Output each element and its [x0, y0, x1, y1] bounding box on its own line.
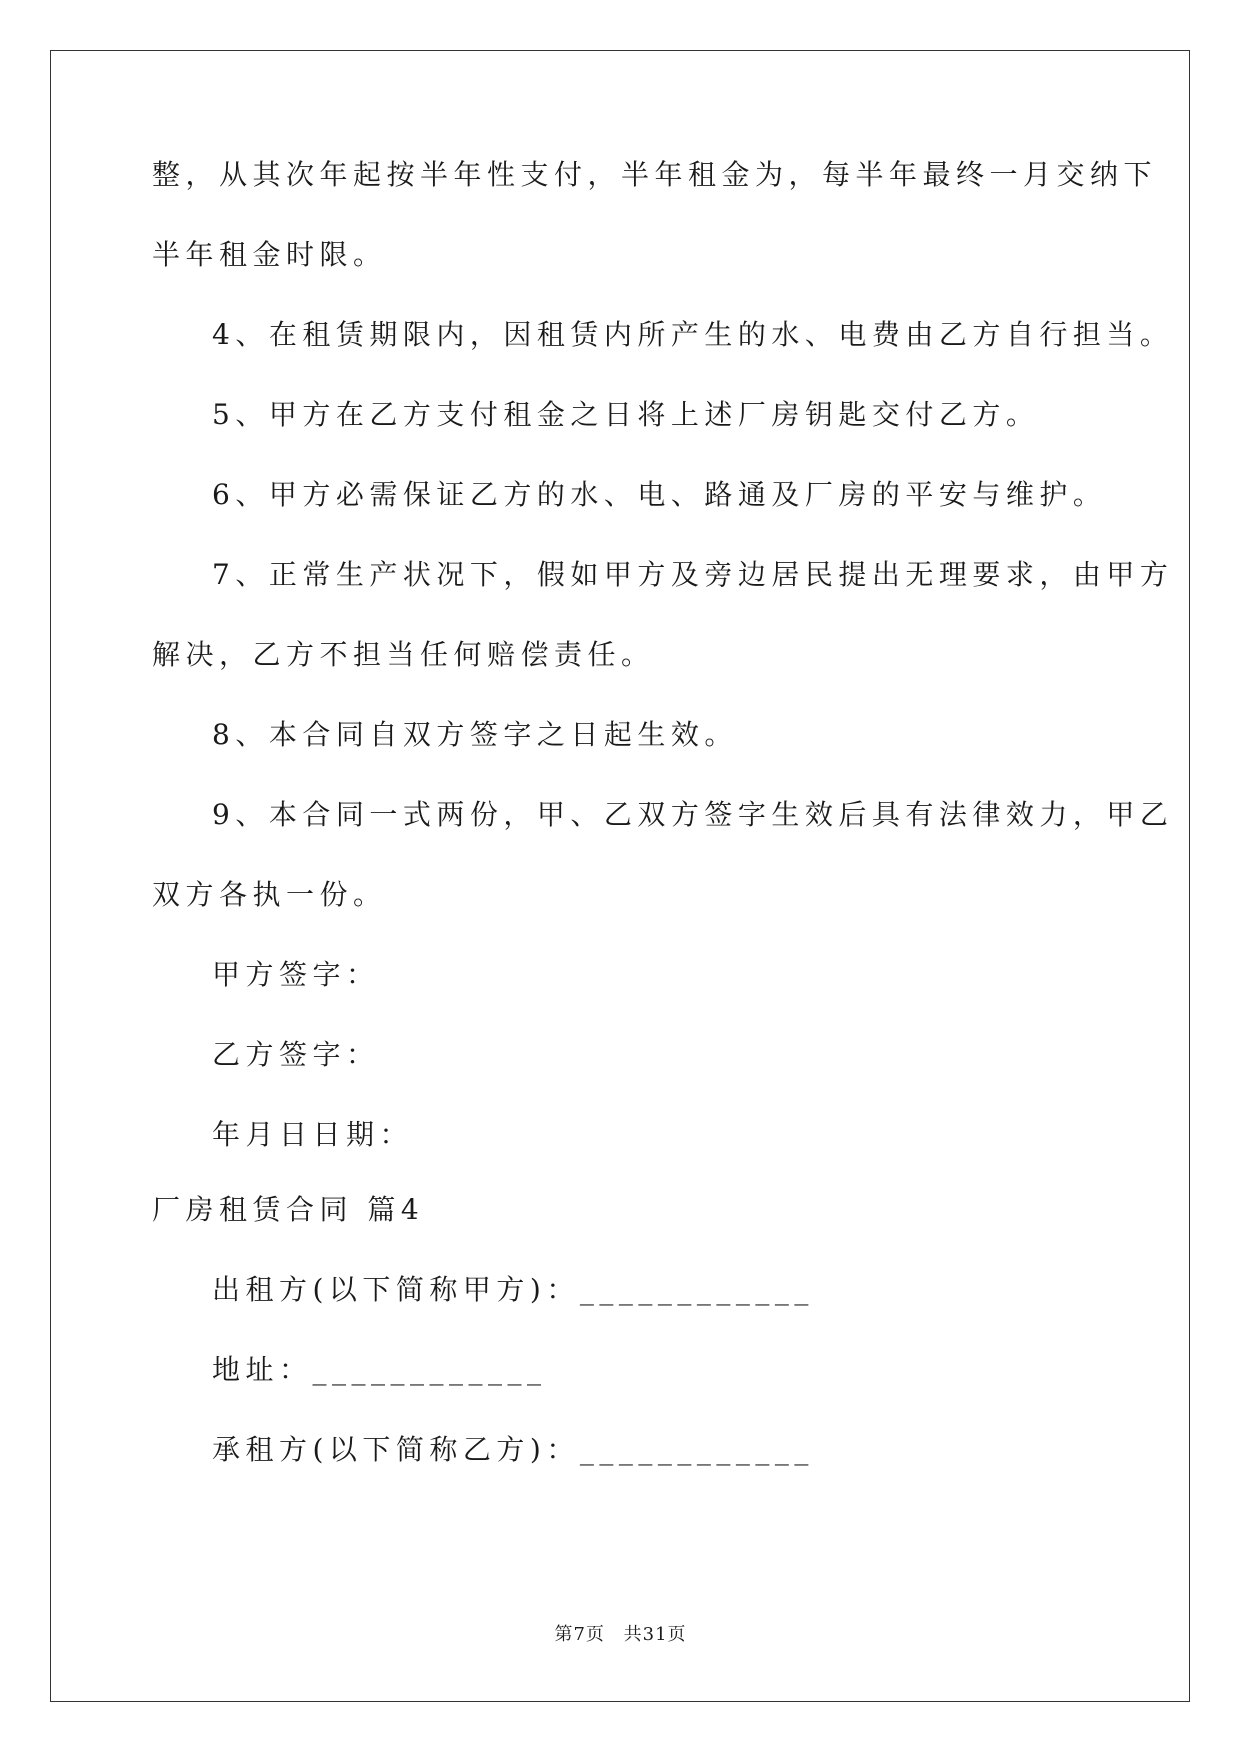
date-label: 年月日日期：	[212, 1118, 414, 1151]
clause-7: 7、正常生产状况下，假如甲方及旁边居民提出无理要求，由甲方	[212, 558, 1174, 591]
clause-6: 6、甲方必需保证乙方的水、电、路通及厂房的平安与维护。	[212, 478, 1107, 511]
paragraph-line: 整，从其次年起按半年性支付，半年租金为，每半年最终一月交纳下	[152, 158, 1158, 191]
clause-5: 5、甲方在乙方支付租金之日将上述厂房钥匙交付乙方。	[212, 398, 1040, 431]
clause-7-continued: 解决，乙方不担当任何赔偿责任。	[152, 638, 655, 671]
lessee-field	[212, 1430, 814, 1470]
lessor-label: 出租方(以下简称甲方)：	[212, 1273, 580, 1306]
paragraph-line: 半年租金时限。	[152, 238, 387, 271]
section-heading: 厂房租赁合同 篇4	[152, 1193, 425, 1226]
clause-4: 4、在租赁期限内，因租赁内所产生的水、电费由乙方自行担当。	[212, 318, 1174, 351]
lessee-label: 承租方(以下简称乙方)：	[212, 1433, 580, 1466]
clause-9-continued: 双方各执一份。	[152, 878, 387, 911]
lessor-field	[212, 1270, 814, 1310]
lessor-blank: ____________	[579, 1273, 814, 1306]
lessee-blank: ____________	[579, 1433, 814, 1466]
clause-9: 9、本合同一式两份，甲、乙双方签字生效后具有法律效力，甲乙	[212, 798, 1174, 831]
page-number: 第7页	[554, 1624, 605, 1645]
clause-8: 8、本合同自双方签字之日起生效。	[212, 718, 738, 751]
party-b-signature-label: 乙方签字：	[212, 1038, 380, 1071]
address-label: 地址：	[212, 1353, 313, 1386]
address-blank: ____________	[312, 1353, 547, 1386]
page-total: 共31页	[623, 1624, 687, 1645]
page-footer	[0, 1620, 1241, 1646]
address-field	[212, 1350, 547, 1390]
party-a-signature-label: 甲方签字：	[212, 958, 380, 991]
